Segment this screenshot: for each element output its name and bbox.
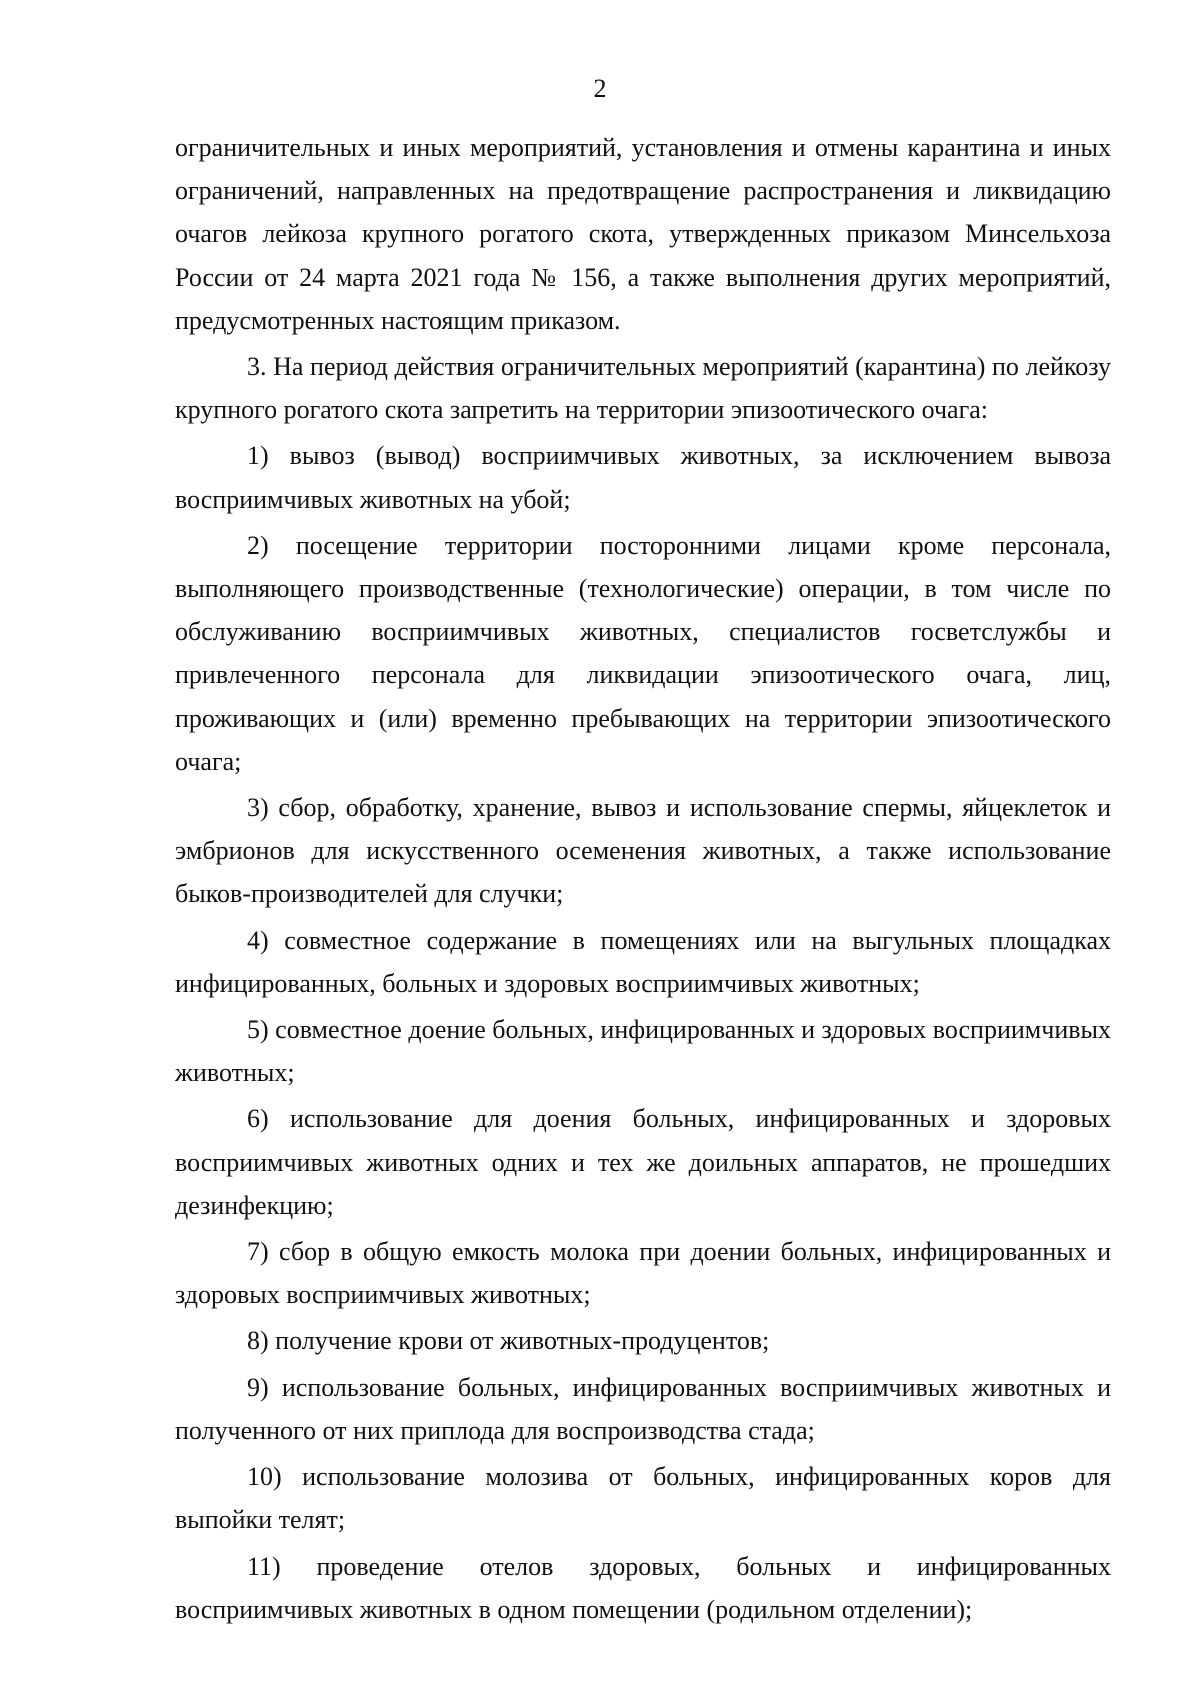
- list-item-1: 1) вывоз (вывод) восприимчивых животных, за исключением вывоза восприимчивых животных на убой;: [175, 441, 1111, 514]
- paragraph-item-3: 3. На период действия ограничительных мероприятий (карантина) по лейкозу крупного рогатого скота запретить на территории эпизоотического очага:: [175, 352, 1111, 425]
- list-item-10: 10) использование молозива от больных, инфицированных коров для выпойки телят;: [175, 1462, 1111, 1535]
- list-item-11: 11) проведение отелов здоровых, больных и инфицированных восприимчивых животных в одном помещении (родильном отделении);: [175, 1551, 1111, 1624]
- list-item-8: 8) получение крови от животных-продуцентов;: [247, 1326, 770, 1356]
- list-item-6: 6) использование для доения больных, инфицированных и здоровых восприимчивых животных одних и тех же доильных аппаратов, не прошедших дезинфекцию;: [175, 1104, 1111, 1220]
- list-item-7: 7) сбор в общую емкость молока при доении больных, инфицированных и здоровых восприимчивых животных;: [175, 1237, 1111, 1310]
- list-item-3: 3) сбор, обработку, хранение, вывоз и использование спермы, яйцеклеток и эмбрионов для искусственного осеменения животных, а также использование быков-производителей для случки;: [175, 793, 1111, 909]
- list-item-9: 9) использование больных, инфицированных восприимчивых животных и полученного от них приплода для воспроизводства стада;: [175, 1372, 1111, 1445]
- list-item-2: 2) посещение территории посторонними лицами кроме персонала, выполняющего производственные (технологические) операции, в том числе по обслуживанию восприимчивых животных, специалистов госветслужбы и привлеченного персонала для ликвидации эпизоотического очага, лиц, проживающих и (или) временно пребывающих на территории эпизоотического очага;: [175, 530, 1111, 776]
- document-body: [175, 126, 1111, 1631]
- list-item-4: 4) совместное содержание в помещениях или на выгульных площадках инфицированных, больных и здоровых восприимчивых животных;: [175, 925, 1111, 998]
- paragraph-continuation: ограничительных и иных мероприятий, установления и отмены карантина и иных ограничений, направленных на предотвращение распространения и ликвидацию очагов лейкоза крупного рогатого скота, утвержденных приказом Минсельхоза России от 24 марта 2021 года № 156, а также выполнения других мероприятий, предусмотренных настоящим приказом.: [175, 133, 1111, 335]
- list-item-5: 5) совместное доение больных, инфицированных и здоровых восприимчивых животных;: [175, 1015, 1111, 1088]
- page-number: 2: [593, 74, 607, 103]
